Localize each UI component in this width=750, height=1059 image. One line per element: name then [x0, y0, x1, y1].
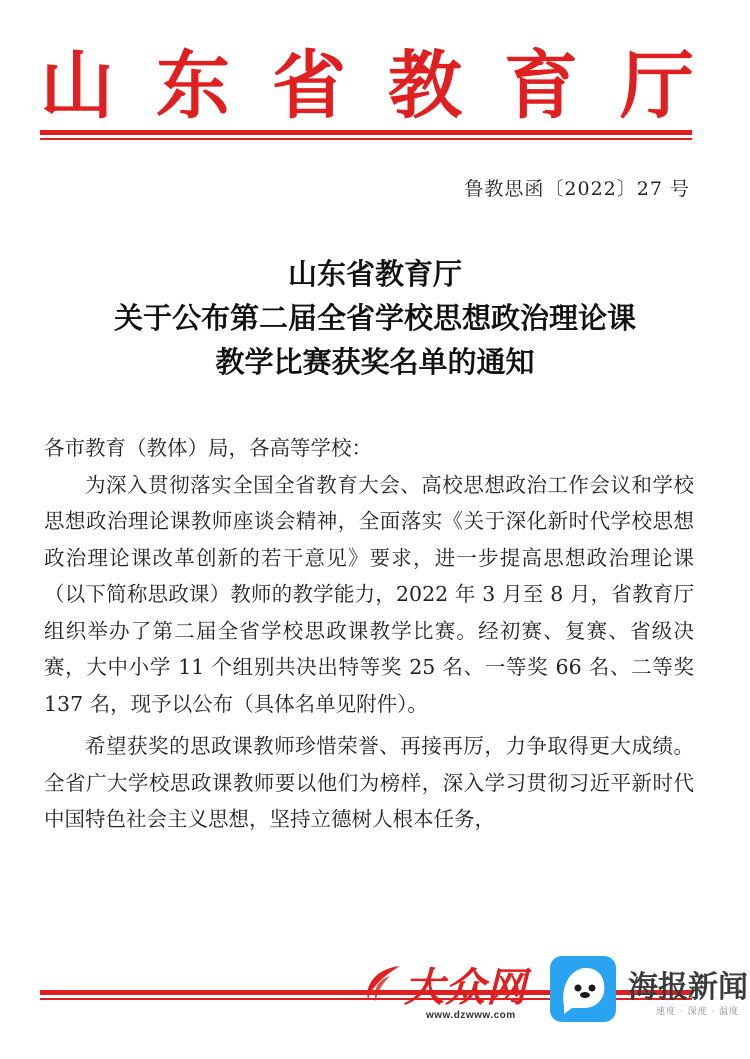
header-rule-thick: [40, 130, 692, 135]
dazhong-name: 大众网: [404, 965, 527, 1011]
title-line: 关于公布第二届全省学校思想政治理论课: [113, 301, 636, 335]
dazhong-swirl-icon: [360, 960, 406, 1006]
masthead-char: 教: [388, 43, 462, 129]
document-number: 鲁教思函〔2022〕27 号: [464, 178, 690, 200]
title-line: 山东省教育厅: [287, 257, 462, 291]
title-line: 教学比赛获奖名单的通知: [215, 345, 535, 379]
masthead-char: 省: [272, 43, 346, 129]
body-paragraph: 为深入贯彻落实全国全省教育大会、高校思想政治工作会议和学校思想政治理论课教师座谈会精神，全面落实《关于深化新时代学校思想政治理论课改革创新的若干意见》要求，进一步提高思想政治理论课（以下简称思政课）教师的教学能力，2022 年 3 月至 8 月，省教育厅组织举办了第二届全省学校思政课教学比赛。经初赛、复赛、省级决赛，大中小学 11 个组别共决出特等奖 25 名、一等奖 66 名、二等奖 137 名，现予以公布（具体名单见附件）。: [44, 472, 694, 716]
watermark-logos: [360, 948, 750, 1028]
masthead-char: 厅: [620, 43, 694, 129]
dazhong-url: www.dzwww.com: [426, 1010, 516, 1021]
header-rule-thin: [40, 138, 692, 140]
salutation: 各市教育（教体）局，各高等学校：: [44, 436, 372, 460]
haibao-name: 海报新闻: [628, 970, 748, 1005]
body-paragraph: 希望获奖的思政课教师珍惜荣誉、再接再厉，力争取得更大成绩。全省广大学校思政课教师要以他们为榜样，深入学习贯彻习近平新时代中国特色社会主义思想，坚持立德树人根本任务，: [44, 734, 694, 831]
masthead-char: 东: [156, 43, 230, 129]
dazhong-logo: [360, 956, 540, 1024]
haibao-icon: [550, 956, 616, 1022]
document-body: [44, 430, 694, 838]
document-title: [0, 252, 750, 384]
masthead-char: 山: [40, 43, 114, 129]
masthead-char: 育: [504, 43, 578, 129]
masthead: [40, 43, 694, 129]
haibao-slogan: 速度 · 深度 · 温度: [656, 1007, 740, 1017]
